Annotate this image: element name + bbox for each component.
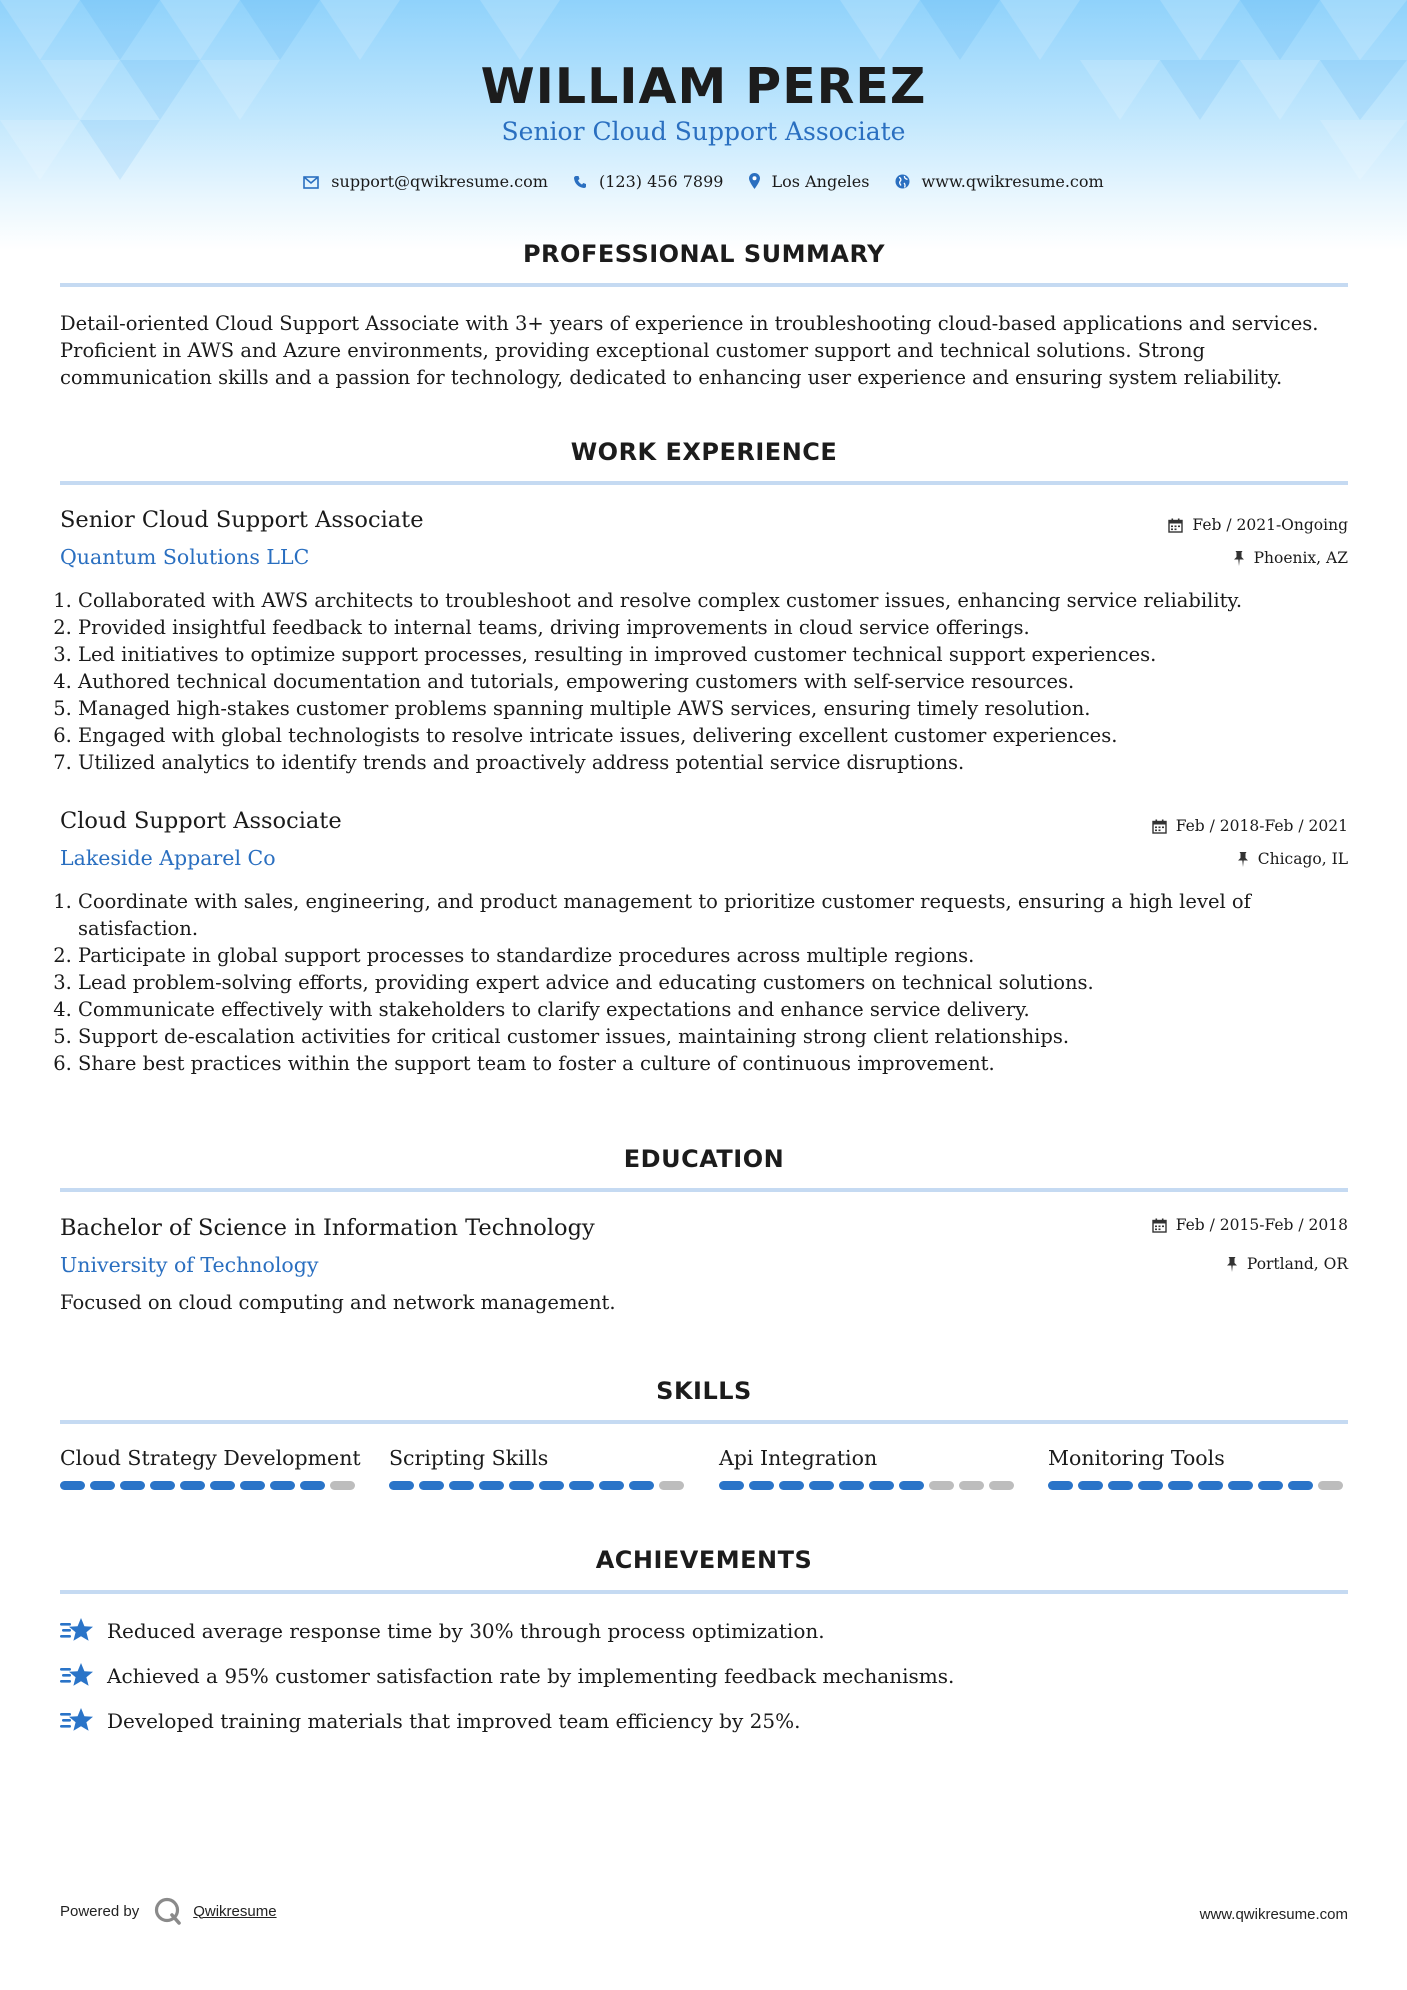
- skill-segment-filled: [1138, 1481, 1163, 1490]
- skill-rating: [60, 1481, 360, 1490]
- skill-segment-filled: [389, 1481, 414, 1490]
- achievement-item: [60, 1614, 825, 1648]
- education-heading: EDUCATION: [623, 1145, 785, 1173]
- job-company: Lakeside Apparel Co: [60, 846, 276, 870]
- phone-icon: [573, 175, 587, 189]
- achievement-text: Developed training materials that improved team efficiency by 25%.: [107, 1709, 801, 1733]
- skill-segment-empty: [929, 1481, 954, 1490]
- skill-name: Scripting Skills: [389, 1446, 549, 1470]
- skill-segment-filled: [719, 1481, 744, 1490]
- skill-segment-filled: [240, 1481, 265, 1490]
- list-item: 3. Lead problem-solving efforts, providing expert advice and educating customers on technical solutions.: [78, 969, 1328, 996]
- job-location-text: Phoenix, AZ: [1253, 549, 1348, 567]
- job-location: [1233, 549, 1348, 567]
- list-item: 6. Engaged with global technologists to resolve intricate issues, delivering excellent customer experiences.: [78, 722, 1328, 749]
- calendar-icon: [1152, 1218, 1167, 1233]
- contact-location: [749, 172, 870, 191]
- skill-rating: [389, 1481, 689, 1490]
- job-dates: [1152, 817, 1348, 835]
- skill-segment-filled: [300, 1481, 325, 1490]
- candidate-title: Senior Cloud Support Associate: [501, 117, 906, 146]
- star-icon: [60, 1662, 94, 1690]
- pushpin-icon: [1226, 1257, 1238, 1272]
- pushpin-icon: [1233, 551, 1245, 566]
- footer-url[interactable]: www.qwikresume.com: [1199, 1906, 1348, 1923]
- skill-segment-filled: [809, 1481, 834, 1490]
- skill-segment-filled: [1108, 1481, 1133, 1490]
- contact-email[interactable]: [303, 172, 548, 191]
- skill-segment-filled: [899, 1481, 924, 1490]
- summary-line: Detail-oriented Cloud Support Associate with 3+ years of experience in troubleshooting cloud-based applications and services.: [60, 312, 1319, 335]
- achievement-item: [60, 1704, 800, 1738]
- envelope-icon: [303, 176, 319, 189]
- skill-segment-filled: [1228, 1481, 1253, 1490]
- skill-item: [389, 1446, 689, 1490]
- skill-segment-filled: [1198, 1481, 1223, 1490]
- education-location: [1226, 1255, 1348, 1273]
- achievement-item: [60, 1659, 954, 1693]
- skills-heading: SKILLS: [656, 1377, 752, 1405]
- experience-divider: [60, 481, 1348, 485]
- list-item: 5. Support de-escalation activities for critical customer issues, maintaining strong client relationships.: [78, 1023, 1328, 1050]
- summary-divider: [60, 283, 1348, 287]
- skill-item: [719, 1446, 1019, 1490]
- list-item: 7. Utilized analytics to identify trends and proactively address potential service disruptions.: [78, 749, 1328, 776]
- job-company: Quantum Solutions LLC: [60, 545, 310, 569]
- skill-name: Monitoring Tools: [1048, 1446, 1225, 1470]
- education-dates-text: Feb / 2015-Feb / 2018: [1175, 1216, 1348, 1234]
- skills-divider: [60, 1420, 1348, 1424]
- skill-segment-filled: [150, 1481, 175, 1490]
- qwikresume-logo-icon: [153, 1896, 183, 1926]
- job-dates-text: Feb / 2021-Ongoing: [1192, 516, 1348, 534]
- skill-segment-empty: [959, 1481, 984, 1490]
- skill-segment-filled: [629, 1481, 654, 1490]
- skill-segment-filled: [539, 1481, 564, 1490]
- skill-segment-filled: [1168, 1481, 1193, 1490]
- skill-segment-filled: [120, 1481, 145, 1490]
- skill-segment-filled: [839, 1481, 864, 1490]
- list-item: 6. Share best practices within the support team to foster a culture of continuous improvement.: [78, 1050, 1328, 1077]
- job-bullets: [60, 888, 1328, 1077]
- skill-segment-filled: [419, 1481, 444, 1490]
- list-item: 2. Participate in global support processes to standardize procedures across multiple regions.: [78, 942, 1328, 969]
- email-text: support@qwikresume.com: [331, 172, 548, 191]
- map-pin-icon: [749, 173, 760, 189]
- achievement-text: Reduced average response time by 30% through process optimization.: [107, 1619, 825, 1643]
- skill-segment-filled: [869, 1481, 894, 1490]
- skill-segment-filled: [90, 1481, 115, 1490]
- summary-text: [60, 310, 1350, 391]
- achievements-divider: [60, 1590, 1348, 1594]
- job-bullets: [60, 587, 1328, 776]
- skill-segment-empty: [330, 1481, 355, 1490]
- list-item: 5. Managed high-stakes customer problems spanning multiple AWS services, ensuring timely resolution.: [78, 695, 1328, 722]
- calendar-icon: [1152, 819, 1167, 834]
- job-location: [1237, 850, 1348, 868]
- job-role: Senior Cloud Support Associate: [60, 507, 424, 533]
- skill-segment-empty: [1318, 1481, 1343, 1490]
- calendar-icon: [1168, 518, 1183, 533]
- skill-name: Cloud Strategy Development: [60, 1446, 361, 1470]
- skill-segment-filled: [210, 1481, 235, 1490]
- education-description: Focused on cloud computing and network management.: [60, 1291, 616, 1314]
- education-location-text: Portland, OR: [1246, 1255, 1348, 1273]
- brand-link[interactable]: Qwikresume: [193, 1902, 277, 1920]
- summary-line: communication skills and a passion for technology, dedicated to enhancing user experience and ensuring system reliability.: [60, 366, 1283, 389]
- skill-item: [60, 1446, 360, 1490]
- candidate-name: WILLIAM PEREZ: [480, 58, 927, 115]
- globe-icon: [895, 174, 910, 189]
- skill-segment-filled: [1288, 1481, 1313, 1490]
- pushpin-icon: [1237, 852, 1249, 867]
- education-divider: [60, 1188, 1348, 1192]
- skill-segment-filled: [479, 1481, 504, 1490]
- education-degree: Bachelor of Science in Information Technology: [60, 1215, 595, 1241]
- skill-rating: [719, 1481, 1019, 1490]
- skill-segment-filled: [599, 1481, 624, 1490]
- skill-segment-filled: [60, 1481, 85, 1490]
- list-item: 1. Collaborated with AWS architects to troubleshoot and resolve complex customer issues, enhancing service reliability.: [78, 587, 1328, 614]
- powered-by-label: Powered by: [60, 1902, 140, 1920]
- skill-rating: [1048, 1481, 1348, 1490]
- skill-segment-filled: [1048, 1481, 1073, 1490]
- skill-segment-filled: [569, 1481, 594, 1490]
- list-item: 4. Authored technical documentation and tutorials, empowering customers with self-service resources.: [78, 668, 1328, 695]
- job-location-text: Chicago, IL: [1257, 850, 1348, 868]
- skill-segment-filled: [509, 1481, 534, 1490]
- skill-segment-filled: [270, 1481, 295, 1490]
- education-dates: [1152, 1216, 1348, 1234]
- skill-segment-filled: [779, 1481, 804, 1490]
- contact-phone[interactable]: [573, 172, 723, 191]
- skill-segment-empty: [659, 1481, 684, 1490]
- summary-line: Proficient in AWS and Azure environments, providing exceptional customer support and technical solutions. Strong: [60, 339, 1206, 362]
- phone-text: (123) 456 7899: [598, 172, 724, 191]
- experience-heading: WORK EXPERIENCE: [570, 438, 838, 466]
- summary-heading: PROFESSIONAL SUMMARY: [522, 240, 886, 268]
- star-icon: [60, 1617, 94, 1645]
- job-dates: [1168, 516, 1348, 534]
- skill-segment-filled: [1258, 1481, 1283, 1490]
- star-icon: [60, 1707, 94, 1735]
- job-dates-text: Feb / 2018-Feb / 2021: [1175, 817, 1348, 835]
- job-role: Cloud Support Associate: [60, 808, 342, 834]
- achievement-text: Achieved a 95% customer satisfaction rate by implementing feedback mechanisms.: [107, 1664, 955, 1688]
- skill-segment-empty: [989, 1481, 1014, 1490]
- skill-segment-filled: [1078, 1481, 1103, 1490]
- education-school: University of Technology: [60, 1253, 319, 1277]
- list-item: 3. Led initiatives to optimize support processes, resulting in improved customer technical support experiences.: [78, 641, 1328, 668]
- skill-name: Api Integration: [719, 1446, 878, 1470]
- location-text: Los Angeles: [771, 172, 870, 191]
- list-item: 4. Communicate effectively with stakeholders to clarify expectations and enhance service delivery.: [78, 996, 1328, 1023]
- achievements-heading: ACHIEVEMENTS: [595, 1546, 813, 1574]
- skill-segment-filled: [449, 1481, 474, 1490]
- skill-segment-filled: [749, 1481, 774, 1490]
- contact-bar: [0, 172, 1407, 191]
- skill-item: [1048, 1446, 1348, 1490]
- skill-segment-filled: [180, 1481, 205, 1490]
- list-item: 1. Coordinate with sales, engineering, and product management to prioritize customer requests, ensuring a high level of satisfaction.: [78, 888, 1328, 942]
- footer-powered-by: [60, 1896, 277, 1926]
- list-item: 2. Provided insightful feedback to internal teams, driving improvements in cloud service offerings.: [78, 614, 1328, 641]
- contact-website[interactable]: [895, 172, 1104, 191]
- website-text: www.qwikresume.com: [921, 172, 1104, 191]
